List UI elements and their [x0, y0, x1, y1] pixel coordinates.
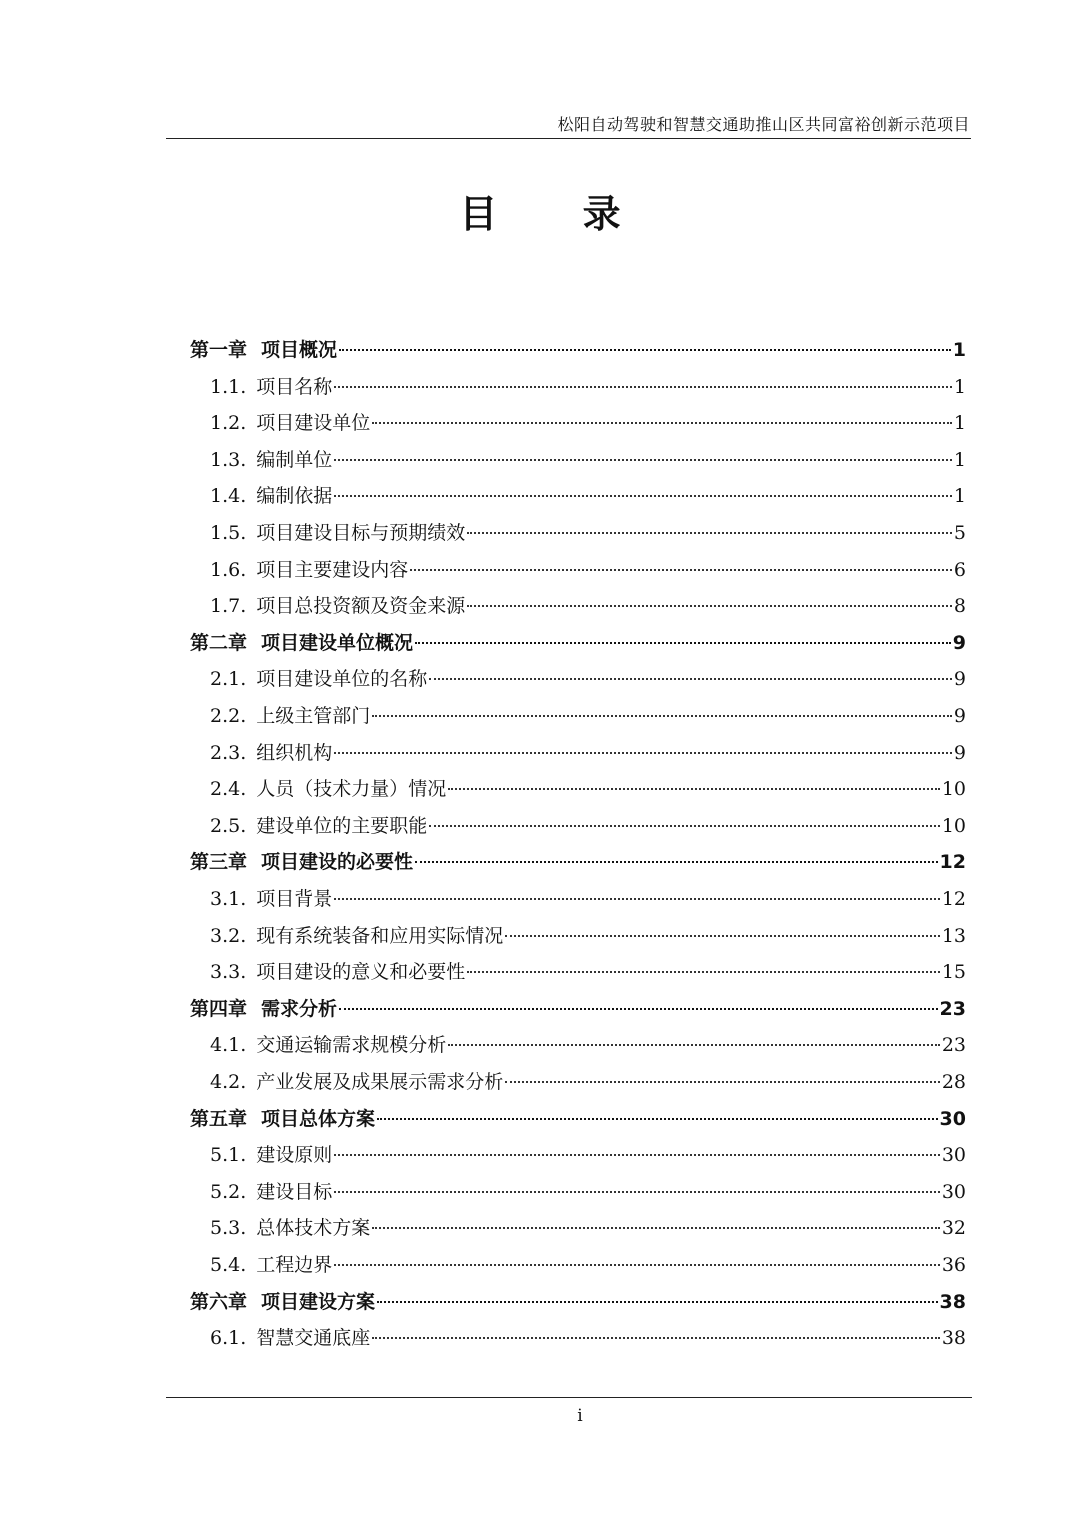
toc-chapter-entry[interactable]: [190, 625, 966, 661]
toc-entry-number: 4.1.: [210, 1034, 247, 1057]
toc-entry-page: 1: [953, 375, 966, 398]
toc-entry-label: 编制依据: [256, 485, 333, 508]
toc-section-entry[interactable]: [210, 515, 966, 551]
toc-dot-leader: [467, 532, 952, 534]
toc-dot-leader: [334, 752, 952, 754]
toc-entry-page: 12: [941, 888, 966, 910]
toc-entry-label: 产业发展及成果展示需求分析: [256, 1071, 504, 1093]
running-header: 松阳自动驾驶和智慧交通助推山区共同富裕创新示范项目: [557, 115, 970, 134]
toc-entry-label: 建设原则: [256, 1144, 333, 1167]
toc-dot-leader: [377, 1118, 938, 1120]
toc-entry-page: 30: [941, 1144, 966, 1167]
toc-section-entry[interactable]: [210, 661, 966, 697]
toc-dot-leader: [334, 898, 940, 900]
toc-entry-label: 智慧交通底座: [256, 1327, 371, 1350]
toc-entry-page: 8: [953, 595, 966, 618]
toc-title: 目 录: [459, 192, 657, 236]
toc-dot-leader: [467, 971, 940, 973]
toc-dot-leader: [372, 1337, 940, 1339]
toc-chapter-entry[interactable]: [190, 844, 966, 880]
toc-entry-number: 2.5.: [210, 814, 247, 837]
toc-dot-leader: [467, 605, 952, 607]
toc-entry-number: 1.5.: [210, 522, 247, 544]
toc-entry-page: 10: [941, 778, 966, 801]
toc-chapter-entry[interactable]: [190, 991, 966, 1027]
toc-entry-label: 项目背景: [256, 888, 333, 910]
footer-divider: [166, 1397, 972, 1398]
toc-entry-label: 项目名称: [256, 375, 333, 398]
toc-section-entry[interactable]: [210, 478, 966, 514]
toc-dot-leader: [429, 825, 940, 827]
toc-dot-leader: [505, 935, 940, 937]
toc-entry-label: 项目总投资额及资金来源: [256, 595, 466, 618]
toc-section-entry[interactable]: [210, 1247, 966, 1283]
toc-chapter-entry[interactable]: [190, 1101, 966, 1137]
toc-entry-page: 9: [953, 705, 966, 727]
toc-entry-label: 现有系统装备和应用实际情况: [256, 924, 504, 947]
toc-section-entry[interactable]: [210, 588, 966, 624]
toc-entry-label: 项目主要建设内容: [256, 558, 409, 581]
toc-entry-number: 1.2.: [210, 412, 247, 435]
toc-entry-page: 9: [952, 631, 966, 654]
toc-entry-number: 2.2.: [210, 705, 247, 727]
toc-section-entry[interactable]: [210, 552, 966, 588]
toc-entry-label: 项目建设单位: [256, 412, 371, 435]
toc-entry-number: 2.3.: [210, 741, 247, 764]
toc-entry-label: 总体技术方案: [256, 1217, 371, 1240]
toc-dot-leader: [410, 569, 952, 571]
toc-section-entry[interactable]: [210, 1027, 966, 1063]
toc-entry-page: 12: [939, 851, 966, 874]
toc-dot-leader: [415, 861, 938, 863]
toc-entry-number: 5.2.: [210, 1180, 247, 1203]
toc-entry-number: 3.1.: [210, 888, 247, 910]
toc-section-entry[interactable]: [210, 1210, 966, 1246]
toc-dot-leader: [334, 459, 952, 461]
toc-dot-leader: [372, 422, 952, 424]
toc-entry-page: 38: [939, 1290, 966, 1313]
toc-section-entry[interactable]: [210, 954, 966, 990]
page-number: i: [577, 1406, 583, 1426]
toc-entry-page: 23: [939, 997, 966, 1020]
toc-section-entry[interactable]: [210, 735, 966, 771]
toc-entry-page: 38: [941, 1327, 966, 1350]
toc-entry-label: 项目建设目标与预期绩效: [256, 522, 466, 544]
toc-section-entry[interactable]: [210, 1320, 966, 1356]
toc-entry-number: 1.4.: [210, 485, 247, 508]
toc-entry-number: 第五章: [190, 1107, 248, 1130]
toc-dot-leader: [334, 386, 952, 388]
toc-entry-page: 10: [941, 814, 966, 837]
toc-entry-label: 建设单位的主要职能: [256, 814, 428, 837]
toc-entry-number: 5.1.: [210, 1144, 247, 1167]
toc-entry-page: 36: [941, 1254, 966, 1276]
toc-entry-page: 28: [941, 1071, 966, 1093]
toc-chapter-entry[interactable]: [190, 332, 966, 368]
toc-entry-page: 15: [941, 961, 966, 984]
toc-dot-leader: [334, 1264, 940, 1266]
toc-entry-page: 6: [953, 558, 966, 581]
toc-dot-leader: [372, 1227, 940, 1229]
toc-dot-leader: [505, 1081, 940, 1083]
toc-entry-page: 1: [953, 412, 966, 435]
toc-entry-page: 1: [952, 339, 966, 361]
toc-dot-leader: [448, 1044, 940, 1046]
toc-entry-page: 30: [939, 1107, 966, 1130]
toc-section-entry[interactable]: [210, 1137, 966, 1173]
toc-section-entry[interactable]: [210, 1174, 966, 1210]
toc-dot-leader: [448, 788, 940, 790]
toc-dot-leader: [415, 642, 951, 644]
toc-entry-page: 23: [941, 1034, 966, 1057]
toc-entry-number: 第二章: [190, 631, 248, 654]
toc-entry-label: 交通运输需求规模分析: [256, 1034, 447, 1057]
toc-section-entry[interactable]: [210, 442, 966, 478]
toc-entry-number: 6.1.: [210, 1327, 247, 1350]
toc-entry-label: 项目总体方案: [261, 1107, 376, 1130]
toc-entry-number: 第一章: [190, 339, 248, 361]
toc-entry-page: 1: [953, 448, 966, 471]
toc-entry-page: 9: [953, 668, 966, 691]
toc-entry-number: 1.7.: [210, 595, 247, 618]
toc-dot-leader: [429, 678, 952, 680]
toc-dot-leader: [334, 1191, 940, 1193]
toc-entry-number: 2.1.: [210, 668, 247, 691]
toc-entry-label: 建设目标: [256, 1180, 333, 1203]
toc-entry-number: 5.3.: [210, 1217, 247, 1240]
toc-entry-page: 13: [941, 924, 966, 947]
toc-section-entry[interactable]: [210, 698, 966, 734]
toc-entry-number: 第六章: [190, 1290, 248, 1313]
toc-entry-number: 3.3.: [210, 961, 247, 984]
toc-entry-label: 项目建设单位的名称: [256, 668, 428, 691]
toc-section-entry[interactable]: [210, 771, 966, 807]
toc-section-entry[interactable]: [210, 918, 966, 954]
toc-entry-page: 30: [941, 1180, 966, 1203]
toc-section-entry[interactable]: [210, 405, 966, 441]
toc-entry-page: 32: [941, 1217, 966, 1240]
toc-dot-leader: [339, 1008, 938, 1010]
toc-entry-label: 项目建设方案: [261, 1290, 376, 1313]
toc-chapter-entry[interactable]: [190, 1284, 966, 1320]
toc-dot-leader: [339, 349, 951, 351]
toc-entry-label: 人员（技术力量）情况: [256, 778, 447, 801]
toc-entry-number: 1.3.: [210, 448, 247, 471]
toc-entry-number: 第四章: [190, 997, 248, 1020]
header-divider: [166, 138, 971, 139]
toc-entry-number: 1.6.: [210, 558, 247, 581]
toc-entry-page: 9: [953, 741, 966, 764]
toc-section-entry[interactable]: [210, 881, 966, 917]
toc-entry-number: 5.4.: [210, 1254, 247, 1276]
toc-entry-label: 编制单位: [256, 448, 333, 471]
toc-entry-page: 1: [953, 485, 966, 508]
toc-section-entry[interactable]: [210, 808, 966, 844]
toc-entry-label: 项目建设的必要性: [261, 851, 414, 874]
toc-section-entry[interactable]: [210, 369, 966, 405]
toc-entry-label: 项目概况: [261, 339, 338, 361]
toc-entry-label: 项目建设的意义和必要性: [256, 961, 466, 984]
toc-entry-number: 3.2.: [210, 924, 247, 947]
toc-entry-label: 上级主管部门: [256, 705, 371, 727]
toc-entry-number: 第三章: [190, 851, 248, 874]
toc-dot-leader: [377, 1301, 938, 1303]
toc-entry-number: 1.1.: [210, 375, 247, 398]
toc-dot-leader: [372, 715, 952, 717]
toc-entry-label: 组织机构: [256, 741, 333, 764]
toc-entry-label: 工程边界: [256, 1254, 333, 1276]
toc-entry-label: 需求分析: [261, 997, 338, 1020]
toc-dot-leader: [334, 1154, 940, 1156]
toc-entry-label: 项目建设单位概况: [261, 631, 414, 654]
toc-section-entry[interactable]: [210, 1064, 966, 1100]
toc-entry-number: 4.2.: [210, 1071, 247, 1093]
toc-dot-leader: [334, 495, 952, 497]
toc-entry-number: 2.4.: [210, 778, 247, 801]
toc-entry-page: 5: [953, 522, 966, 544]
